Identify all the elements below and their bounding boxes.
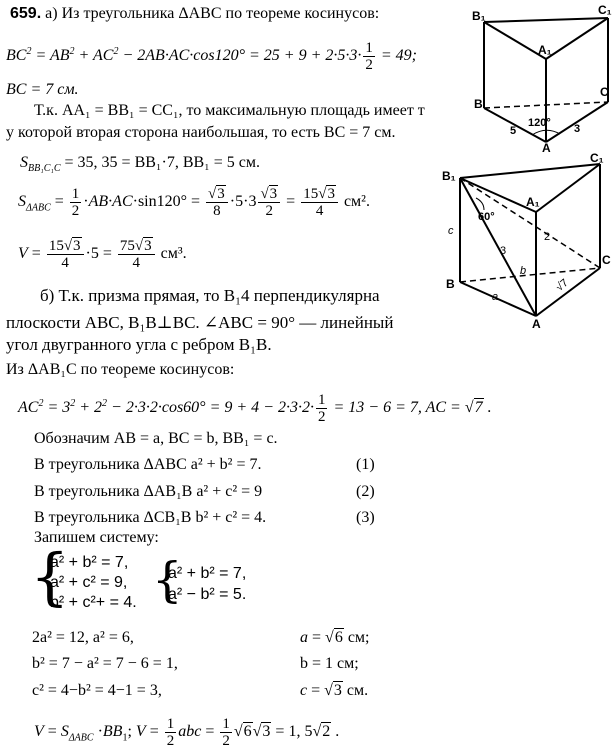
system-1-eq-2: a² + c² = 9, xyxy=(50,574,128,591)
fig2-edge-b1a1 xyxy=(460,178,536,212)
fig1-label-side-3: 3 xyxy=(574,123,581,135)
fig2-label-c: C xyxy=(602,253,611,267)
system-2-eq-2: a² − b² = 5. xyxy=(168,586,247,603)
fig1-edge-b1a1 xyxy=(484,22,546,59)
fig2-label-3: 3 xyxy=(500,245,507,257)
volume-unit: см³. xyxy=(160,245,187,263)
system-label: Запишем систему: xyxy=(34,529,159,546)
face-area-line: $S_{BB_1C_1C} = 35$, 35 = BB₁·7, BB₁ = 5 см. xyxy=(20,154,260,175)
cosine-law-formula: $BC^2 = AB^2 + AC^2 - 2AB\cdot AC\cdot\cos 120^\circ = 25 + 9 + 2\cdot 5\cdot 3\cdot$ $\frac{1}{2}$ = 49; xyxy=(6,40,417,73)
ac-cosine-formula: $AC^2 = 3^2 + 2^2 - 2\cdot 3\cdot 2\cdot\cos 60^\circ = 9 + 4 - 2\cdot 3\cdot 2\cdot$ $\frac{1}{2}$ = 13 − 6 = 7, AC = √7 . xyxy=(18,392,492,425)
equation-2: В треугольника ΔAB₁B a² + c² = 9 xyxy=(34,483,263,500)
fig1-label-c: C xyxy=(600,85,609,99)
fig1-edge-a1c1 xyxy=(546,18,608,59)
fig1-label-c1: C₁ xyxy=(598,3,612,17)
answer-b: b = 1 см; xyxy=(300,655,359,672)
fig2-label-angle: 60° xyxy=(478,211,495,223)
volume-b-line: $V = S_{\Delta ABC} \cdot BB_1$; V = $\frac{1}{2}$ abc = $\frac{1}{2}$ √6√3 = 1, 5√2 . xyxy=(34,716,340,749)
fig1-edge-ac xyxy=(546,102,608,142)
fig2-edge-a1c1 xyxy=(536,164,600,212)
fig2-edge-b1c1 xyxy=(460,164,600,178)
fig2-label-a-side: a xyxy=(492,291,499,303)
reasoning-line-2: у которой вторая сторона наибольшая, то есть BC = 7 см. xyxy=(6,124,396,141)
answer-a-unit: см; xyxy=(347,629,370,646)
fig2-label-sqrt7: √7 xyxy=(553,276,571,294)
fig2-label-a: A xyxy=(532,317,541,330)
fig2-label-a1: A₁ xyxy=(526,195,540,209)
result-b-squared: b² = 7 − a² = 7 − 6 = 1, xyxy=(32,655,178,672)
volume-a-line: V = $\frac{15√3}{4}$ ·5 = $\frac{75√3}{4}$ см³. xyxy=(18,238,187,271)
part-b-line-4: Из ΔAB₁C по теореме косинусов: xyxy=(6,361,235,378)
part-a-intro: а) Из треугольника ΔABC по теореме косинусов: xyxy=(45,5,380,22)
system-2-eq-1: a² + b² = 7, xyxy=(168,565,247,582)
bc-value: BC = 7 см. xyxy=(6,81,79,98)
equation-3: В треугольника ΔCB₁B b² + c² = 4. xyxy=(34,509,267,526)
answer-c: c = √3 см. xyxy=(300,682,369,699)
fig1-edge-b1c1 xyxy=(484,18,608,22)
result-a-squared: 2a² = 12, a² = 6, xyxy=(32,629,134,646)
fig2-label-b-side: b xyxy=(520,265,527,277)
fig2-label-b: B xyxy=(446,277,455,291)
system-1-brace: { xyxy=(30,540,70,613)
system-2-brace: { xyxy=(152,552,183,608)
equation-1: В треугольника ΔABC a² + b² = 7. xyxy=(34,456,262,473)
fig1-label-b: B xyxy=(474,97,483,111)
fig1-label-side-5: 5 xyxy=(510,125,517,137)
fig2-label-b1: B₁ xyxy=(442,169,456,183)
part-b-line-3: угол двугранного угла с ребром B₁B. xyxy=(6,335,272,354)
reasoning-line-1: Т.к. AA₁ = BB₁ = CC₁, то максимальную площадь имеет т xyxy=(34,102,425,119)
system-1-eq-1: a² + b² = 7, xyxy=(50,554,129,571)
equation-1-number: (1) xyxy=(356,456,375,473)
base-area-line: $S_{\Delta ABC}$ = $\frac{1}{2}$ ·AB·AC·sin120° = $\frac{√3}{8}$ ·5·3 $\frac{√3}{2}$ = $\frac{15√3}{4}$ см². xyxy=(18,186,370,219)
problem-header xyxy=(10,6,379,22)
fig1-label-b1: B₁ xyxy=(472,9,486,23)
face-area-text: = 35, 35 = BB₁·7, BB₁ = 5 см. xyxy=(64,154,260,171)
part-b-line-2: плоскости ABC, B₁B⊥BC. ∠ABC = 90° — линейный xyxy=(6,313,394,332)
prism-figure-2 xyxy=(440,150,615,330)
fig1-label-a1: A₁ xyxy=(538,43,552,57)
base-area-unit: см². xyxy=(343,193,370,211)
answer-c-unit: см. xyxy=(346,682,369,699)
fig2-diagonal-b1c-hidden xyxy=(460,178,600,268)
prism-figure-1 xyxy=(470,2,615,152)
fig2-label-c-side: c xyxy=(448,225,454,237)
problem-number: 659. xyxy=(10,5,42,22)
fig2-label-2: 2 xyxy=(544,231,551,243)
result-c-squared: c² = 4−b² = 4−1 = 3, xyxy=(32,682,162,699)
part-b-line-1: б) Т.к. призма прямая, то B₁4 перпендикулярна xyxy=(40,286,380,305)
fig1-label-a: A xyxy=(542,141,551,152)
equation-2-number: (2) xyxy=(356,483,375,500)
answer-a: a = √6 см; xyxy=(300,629,370,646)
system-1-eq-3: b² + c²+ = 4. xyxy=(50,594,137,611)
fig1-label-angle: 120° xyxy=(528,117,551,129)
fig2-label-c1: C₁ xyxy=(590,151,604,165)
fig2-edge-bc-hidden xyxy=(460,268,600,282)
notation-line: Обозначим AB = a, BC = b, BB₁ = c. xyxy=(34,430,278,447)
equation-3-number: (3) xyxy=(356,509,375,526)
